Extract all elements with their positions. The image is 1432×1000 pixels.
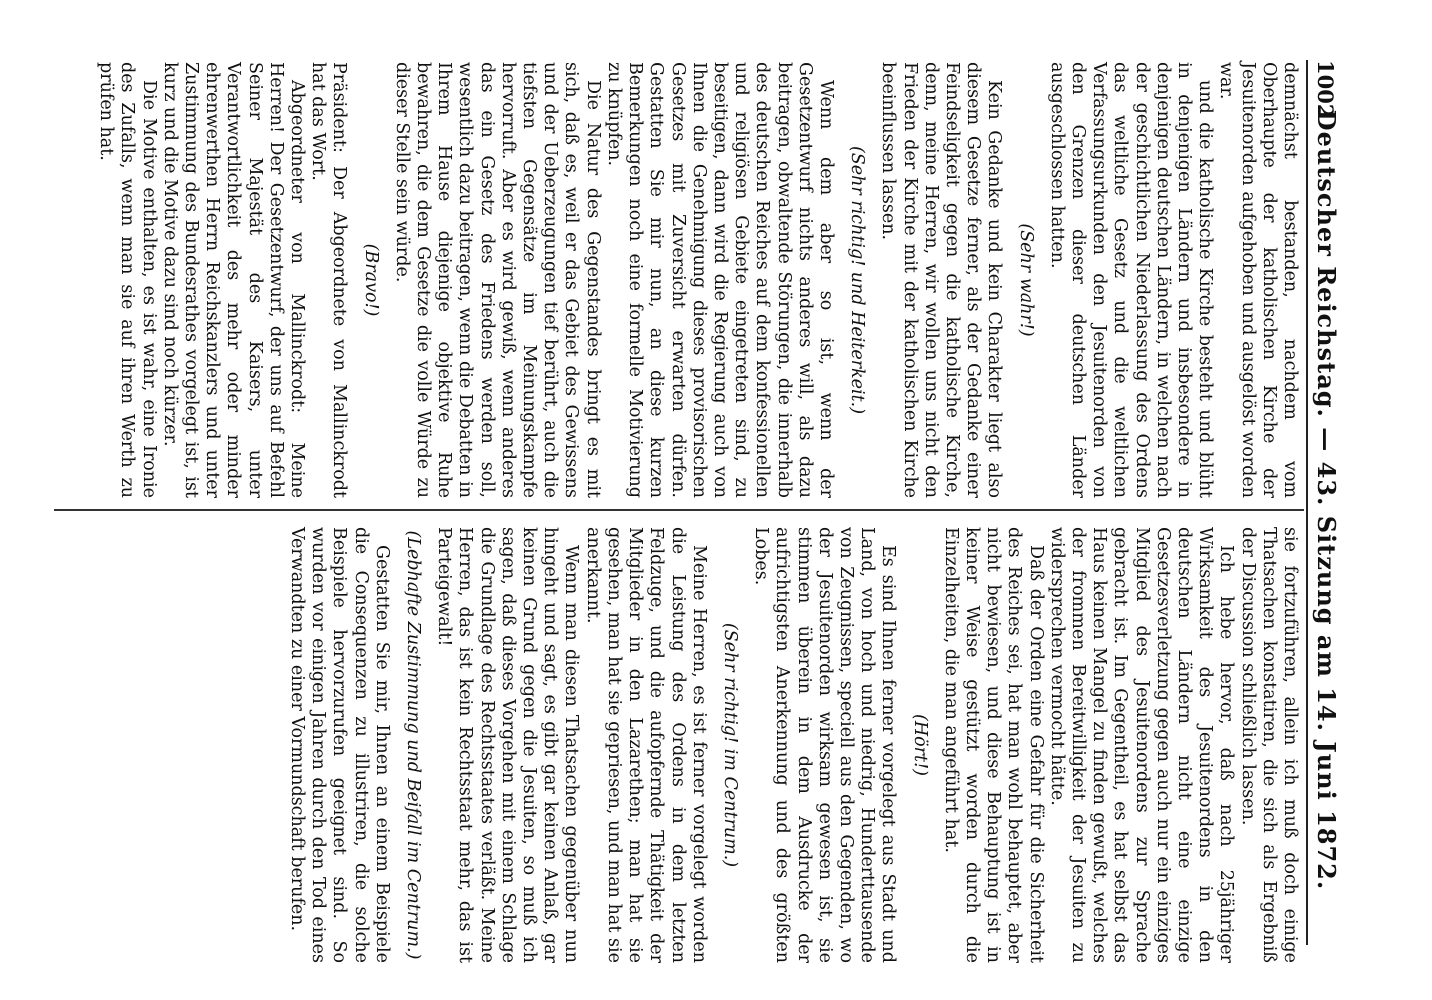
paragraph: Gestatten Sie mir, Ihnen an einem Beispiele die Consequenzen zu illustriren, die solche Beispiele hervorzurufen geeignet sind. So wurden vor einigen Jahren durch den Tod eines Verwandten zu einer Vormundschaft berufen. <box>287 527 392 963</box>
paragraph: Es sind Ihnen ferner vorgelegt aus Stadt und Land, von hoch und niedrig, Hunderttausende von Zeugnissen, speciell aus den Gegenden, wo der Jesuitenorden wirksam gewesen ist, sie stimmen überein in dem Ausdrucke der aufrichtigsten Anerkennung und des größten Lobes. <box>751 527 899 963</box>
paragraph: Die Motive enthalten, es ist wahr, eine Ironie des Zufalls, wenn man sie auf ihren Werth zu prüfen hat. <box>96 62 159 498</box>
paragraph: demnächst bestanden, nachdem vom Oberhaupte der katholischen Kirche der Jesuitenorden aufgehoben und ausgelöst worden war. <box>1216 62 1300 498</box>
paragraph: Daß der Orden eine Gefahr für die Sicherheit des Reiches sei, hat man wohl behauptet, aber nicht bewiesen, und diese Behauptung ist in keiner Weise gestützt worden durch die Einzelheiten, die man angeführt hat. <box>940 527 1046 963</box>
running-title: Deutscher Reichstag. — 43. Sitzung am 14. Juni 1872. <box>1312 109 1341 891</box>
paragraph: und die katholische Kirche besteht und blüht in denjenigen Ländern und insbesondere in denjenigen deutschen Ländern, in welchen nach der geschichtlichen Niederlassung des Ordens das weltliche Gesetz und die weltlichen Verfassungsurkunden den Jesuitenorden von den Grenzen dieser deutschen Länder ausgeschlossen hatten. <box>1046 62 1216 498</box>
stage-direction: (Sehr richtig! und Heiterkeit.) <box>847 145 868 415</box>
page-number: 1002 <box>1313 60 1338 119</box>
stage-direction: (Sehr richtig! im Centrum.) <box>719 622 740 868</box>
paragraph: Meine Herren, es ist ferner vorgelegt worden die Leistung des Ordens in dem letzten Feldzuge, und die aufopfernde Thätigkeit der Mitglieder in den Lazarethen; man hat sie gesehen, man hat sie gepriesen, und man hat sie anerkannt. <box>582 527 709 963</box>
column-divider <box>54 509 1304 511</box>
right-column <box>286 527 1300 963</box>
paragraph: Kein Gedanke und kein Charakter liegt also diesem Gesetze ferner, als der Gedanke einer Feindseligkeit gegen die katholische Kirche, denn, meine Herren, wir wollen uns nicht den Frieden der Kirche mit der katholischen Kirche beeinflussen lassen. <box>878 62 1005 498</box>
paragraph: Präsident: Der Abgeordnete von Mallinckrodt hat das Wort. <box>308 62 350 498</box>
paragraph: Abgeordneter von Mallinckrodt: Meine Herren! Der Gesetzentwurf, der uns auf Befehl Seiner Majestät des Kaisers, unter Verantwortlichkeit des mehr oder minder ehrenwerthen Herrn Reichskanzlers und unter Zustimmung des Bundesrathes vorgelegt ist, ist kurz und die Motive dazu sind noch kürzer. <box>159 62 308 498</box>
page-header <box>1312 60 1346 940</box>
paragraph: Die Natur des Gegenstandes bringt es mit sich, daß es, weil er das Gebiet des Gewissens und der Ueberzeugungen tief berührt, auch die tiefsten Gegensätze im Meinungskampfe hervorruft. Aber es wird gewiß, wenn anderes das ein Gesetz des Friedens werden soll, wesentlich dazu beitragen, wenn die Debatten in Ihrem Hause diejenige objektive Ruhe bewahren, die dem Gesetze die volle Würde zu dieser Stelle sein würde. <box>391 62 603 498</box>
stage-direction: (Hört!) <box>909 714 930 776</box>
stage-direction: (Lebhafte Zustimmung und Beifall im Centrum.) <box>403 530 424 960</box>
header-rule <box>1306 60 1308 945</box>
left-column <box>95 62 1300 498</box>
paragraph: sie fortzuführen, allein ich muß doch einige Thatsachen konstatiren, die sich als Ergebniß der Discussion schließlich lassen. <box>1237 527 1300 963</box>
paragraph: Wenn man diesen Thatsachen gegenüber nun hingeht und sagt, es gibt gar keinen Anlaß, gar keinen Grund gegen die Jesuiten, so muß ich sagen, daß dieses Vorgehen mit einem Schlage die Grundlage des Rechtsstaates verläßt. Meine Herren, das ist kein Rechtsstaat mehr, das ist Parteigewalt! <box>434 527 582 963</box>
paragraph: Wenn dem aber so ist, wenn der Gesetzentwurf nichts anderes will, als dazu beitragen, obwaltende Störungen, die innerhalb des deutschen Reiches auf dem konfessionellen und religiösen Gebiete eingetreten sind, zu beseitigen, dann wird die Regierung auch von Ihnen die Genehmigung dieses provisorischen Gesetzes mit Zuversicht erwarten dürfen. Gestatten Sie mir nun, an diese kurzen Bemerkungen noch eine formelle Motivierung zu knüpfen. <box>603 62 836 498</box>
stage-direction: (Sehr wahr!) <box>1015 223 1036 337</box>
stage-direction: (Bravo!) <box>360 243 381 317</box>
paragraph: Ich hebe hervor, daß nach 25jähriger Wirksamkeit des Jesuitenordens in den deutschen Ländern nicht eine einzige Gesetzesverletzung gegen auch nur ein einziges Mitglied des Jesuitenordens zur Sprache gebracht ist. Im Gegentheil, es hat selbst das Haus keinen Mangel zu finden gewußt, welches der frommen Bereitwilligkeit der Jesuiten zu widersprechen vermocht hätte. <box>1046 527 1237 963</box>
